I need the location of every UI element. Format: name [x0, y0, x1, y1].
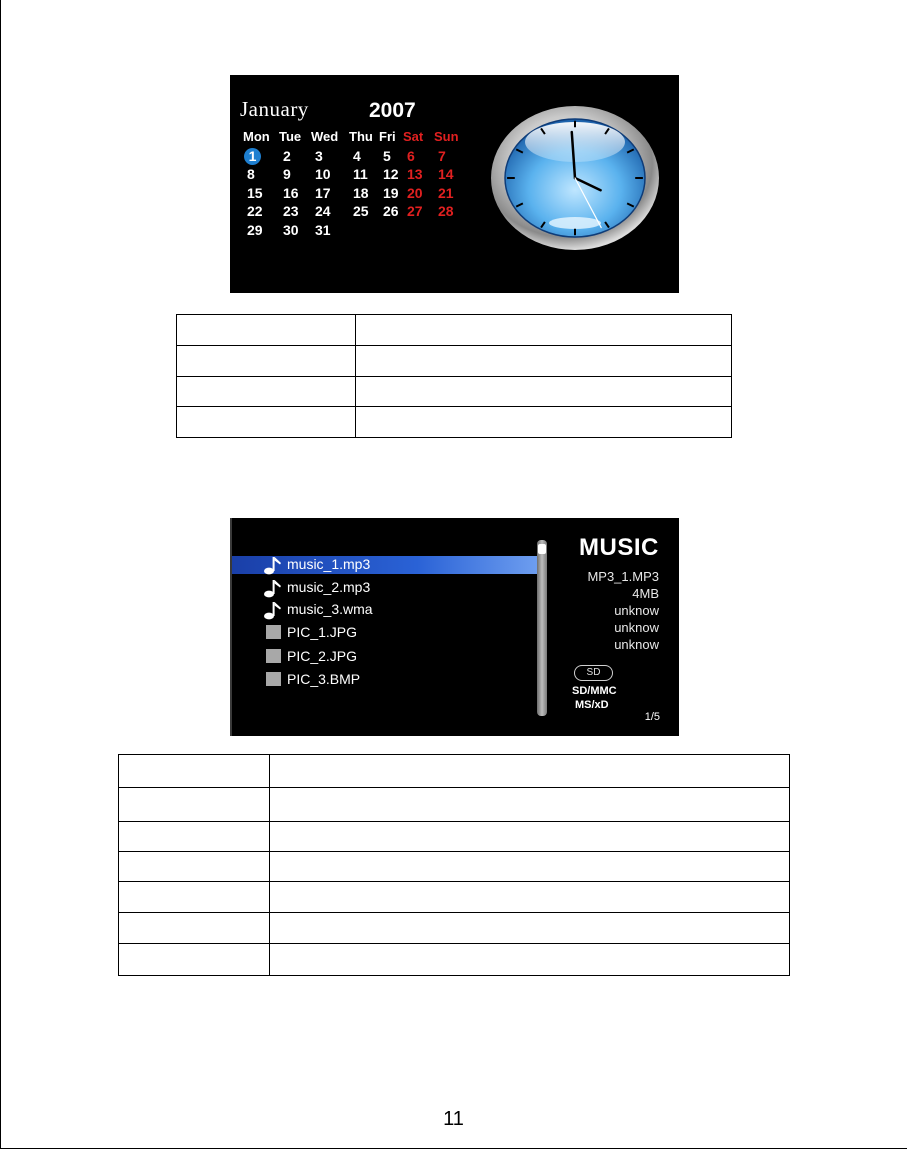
- picture-icon: [262, 669, 284, 689]
- music-note-icon: [262, 577, 284, 597]
- calendar-day: 21: [438, 184, 454, 201]
- weekday-header: Wed: [311, 129, 339, 144]
- calendar-day: 2: [283, 147, 291, 164]
- file-name: music_2.mp3: [287, 579, 371, 595]
- calendar-day: 11: [353, 166, 368, 183]
- table-row: [119, 913, 790, 944]
- weekday-header: Sun: [434, 129, 459, 144]
- info-line-3: unknow: [614, 603, 659, 618]
- calendar-day: 23: [283, 203, 299, 220]
- table-row: [177, 346, 732, 377]
- file-list-item[interactable]: [262, 622, 357, 642]
- calendar-day: 7: [438, 147, 446, 164]
- weekday-header: Fri: [379, 129, 396, 144]
- table-row: [119, 755, 790, 788]
- info-size: 4MB: [632, 586, 659, 601]
- calendar-day: 10: [315, 166, 331, 183]
- file-list-item[interactable]: [262, 577, 370, 597]
- calendar-year: 2007: [369, 99, 416, 122]
- calendar-day: 4: [353, 147, 361, 164]
- calendar-day: [377, 222, 401, 241]
- table-row: [177, 377, 732, 407]
- table-row: [119, 882, 790, 913]
- info-line-5: unknow: [614, 637, 659, 652]
- calendar-day: 20: [407, 184, 423, 201]
- page-indicator: 1/5: [644, 711, 660, 723]
- calendar-day: 6: [407, 147, 415, 164]
- calendar-grid: [241, 129, 462, 241]
- calendar-day: 5: [383, 147, 391, 164]
- table-row: [177, 407, 732, 438]
- music-note-icon: [262, 554, 284, 574]
- info-filename: MP3_1.MP3: [587, 569, 659, 584]
- info-line-4: unknow: [614, 620, 659, 635]
- file-list-item[interactable]: [262, 646, 357, 666]
- file-list-item[interactable]: [262, 554, 370, 574]
- table-row: [177, 315, 732, 346]
- page-number: 11: [443, 1108, 464, 1130]
- screen-edge: [230, 518, 232, 736]
- calendar-day-number: 1: [244, 148, 261, 165]
- calendar-day: 16: [283, 184, 299, 201]
- calendar-day: [432, 222, 462, 241]
- calendar-clock-screenshot: [230, 75, 679, 293]
- calendar-day: 18: [353, 184, 369, 201]
- scroll-thumb[interactable]: [538, 544, 546, 554]
- card-type-line-2: MS/xD: [575, 699, 609, 711]
- table-row: [119, 788, 790, 822]
- file-name: PIC_3.BMP: [287, 671, 361, 687]
- file-name: music_3.wma: [287, 601, 373, 617]
- calendar-day: 24: [315, 203, 331, 220]
- calendar-day: 25: [353, 203, 369, 220]
- calendar-day: 9: [283, 166, 291, 183]
- calendar-day: 29: [247, 221, 263, 238]
- calendar-day: 12: [383, 166, 399, 183]
- calendar-day: 22: [247, 203, 263, 220]
- table-2: [118, 754, 790, 976]
- music-note-icon: [262, 599, 284, 619]
- calendar-day: 28: [438, 203, 454, 220]
- file-name: PIC_2.JPG: [287, 648, 358, 664]
- file-name: music_1.mp3: [287, 556, 371, 572]
- table-row: [119, 944, 790, 976]
- calendar-day: 3: [315, 147, 323, 164]
- clock-reflection: [549, 217, 601, 229]
- card-type-line-1: SD/MMC: [572, 685, 617, 697]
- analog-clock: [489, 105, 661, 255]
- calendar-day: 8: [247, 166, 255, 183]
- calendar-day: 15: [247, 184, 263, 201]
- calendar-day: [347, 222, 377, 241]
- picture-icon: [262, 622, 284, 642]
- sd-card-badge: SD: [574, 665, 613, 681]
- weekday-header: Tue: [279, 129, 302, 144]
- calendar-day: 31: [315, 221, 331, 238]
- weekday-header: Mon: [243, 129, 270, 144]
- calendar-day: [401, 222, 432, 241]
- music-browser-screenshot: [230, 518, 679, 736]
- table-row: [119, 822, 790, 852]
- file-list-item[interactable]: [262, 669, 360, 689]
- clock-gloss: [525, 122, 625, 162]
- calendar-day-today: [241, 148, 277, 167]
- scrollbar[interactable]: [537, 540, 547, 716]
- file-name: PIC_1.JPG: [287, 624, 358, 640]
- calendar-day: 27: [407, 203, 423, 220]
- weekday-header: Sat: [403, 129, 424, 144]
- calendar-day: 30: [283, 221, 299, 238]
- calendar-day: 17: [315, 184, 331, 201]
- calendar-day: 13: [407, 166, 423, 183]
- table-row: [119, 852, 790, 882]
- picture-icon: [262, 646, 284, 666]
- calendar-day: 19: [383, 184, 399, 201]
- calendar-day: 26: [383, 203, 399, 220]
- table-1: [176, 314, 732, 438]
- music-title: MUSIC: [579, 534, 659, 561]
- calendar-month: January: [240, 97, 309, 121]
- calendar-day: 14: [438, 166, 454, 183]
- file-list-item[interactable]: [262, 599, 373, 619]
- weekday-header: Thu: [349, 129, 373, 144]
